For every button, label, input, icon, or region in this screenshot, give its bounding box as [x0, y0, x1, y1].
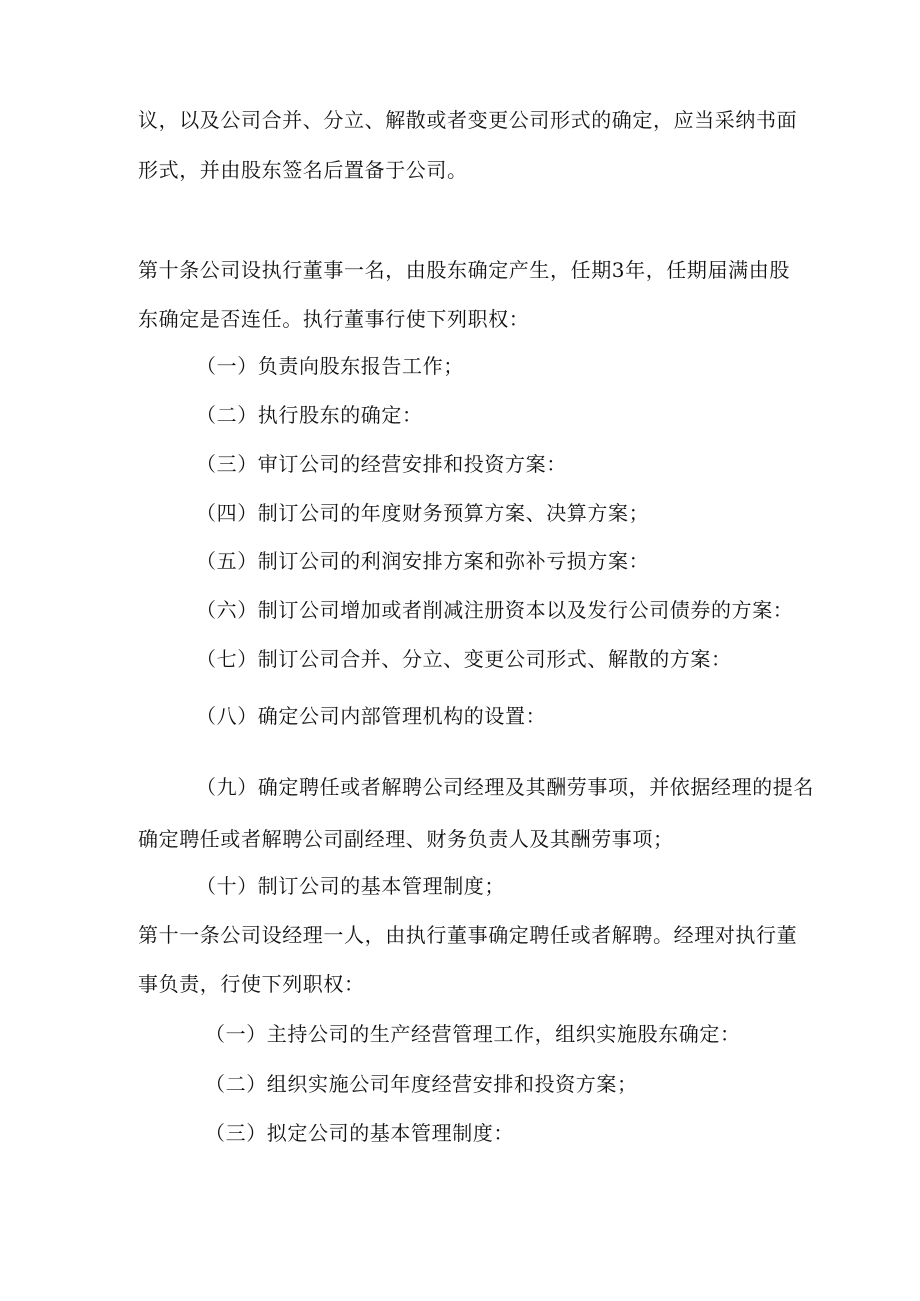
article-11-heading-line-1: 第十一条公司设经理一人，由执行董事确定聘任或者解聘。经理对执行董	[138, 923, 798, 947]
article-10-heading-line-1: 第十条公司设执行董事一名，由股东确定产生，任期3年，任期届满由股	[138, 258, 790, 282]
article-10-item-8: （八）确定公司内部管理机构的设置：	[196, 704, 547, 728]
intro-line-1: 议，以及公司合并、分立、解散或者变更公司形式的确定，应当采纳书面	[138, 108, 798, 132]
article-10-item-10: （十）制订公司的基本管理制度；	[196, 874, 505, 898]
article-11-item-2: （二）组织实施公司年度经营安排和投资方案；	[205, 1072, 638, 1096]
article-10-item-4: （四）制订公司的年度财务预算方案、决算方案；	[196, 501, 650, 525]
article-11-item-1: （一）主持公司的生产经营管理工作，组织实施股东确定：	[205, 1022, 741, 1046]
article-10-item-7: （七）制订公司合并、分立、变更公司形式、解散的方案：	[196, 647, 732, 671]
article-10-item-5: （五）制订公司的利润安排方案和弥补亏损方案：	[196, 549, 650, 573]
article-10-item-3: （三）审订公司的经营安排和投资方案：	[196, 452, 567, 476]
article-10-item-6: （六）制订公司增加或者削减注册资本以及发行公司债券的方案：	[196, 598, 794, 622]
article-11-heading-line-2: 事负责，行使下列职权：	[138, 972, 365, 996]
article-10-item-9-line-2: 确定聘任或者解聘公司副经理、财务负责人及其酬劳事项；	[138, 827, 674, 851]
intro-line-2: 形式，并由股东签名后置备于公司。	[138, 158, 468, 182]
article-10-item-9-line-1: （九）确定聘任或者解聘公司经理及其酬劳事项，并依据经理的提名	[196, 775, 814, 799]
article-11-item-3: （三）拟定公司的基本管理制度：	[205, 1121, 514, 1145]
article-10-item-1: （一）负责向股东报告工作；	[196, 354, 464, 378]
article-10-item-2: （二）执行股东的确定：	[196, 403, 423, 427]
article-10-heading-line-2: 东确定是否连任。执行董事行使下列职权：	[138, 307, 530, 331]
